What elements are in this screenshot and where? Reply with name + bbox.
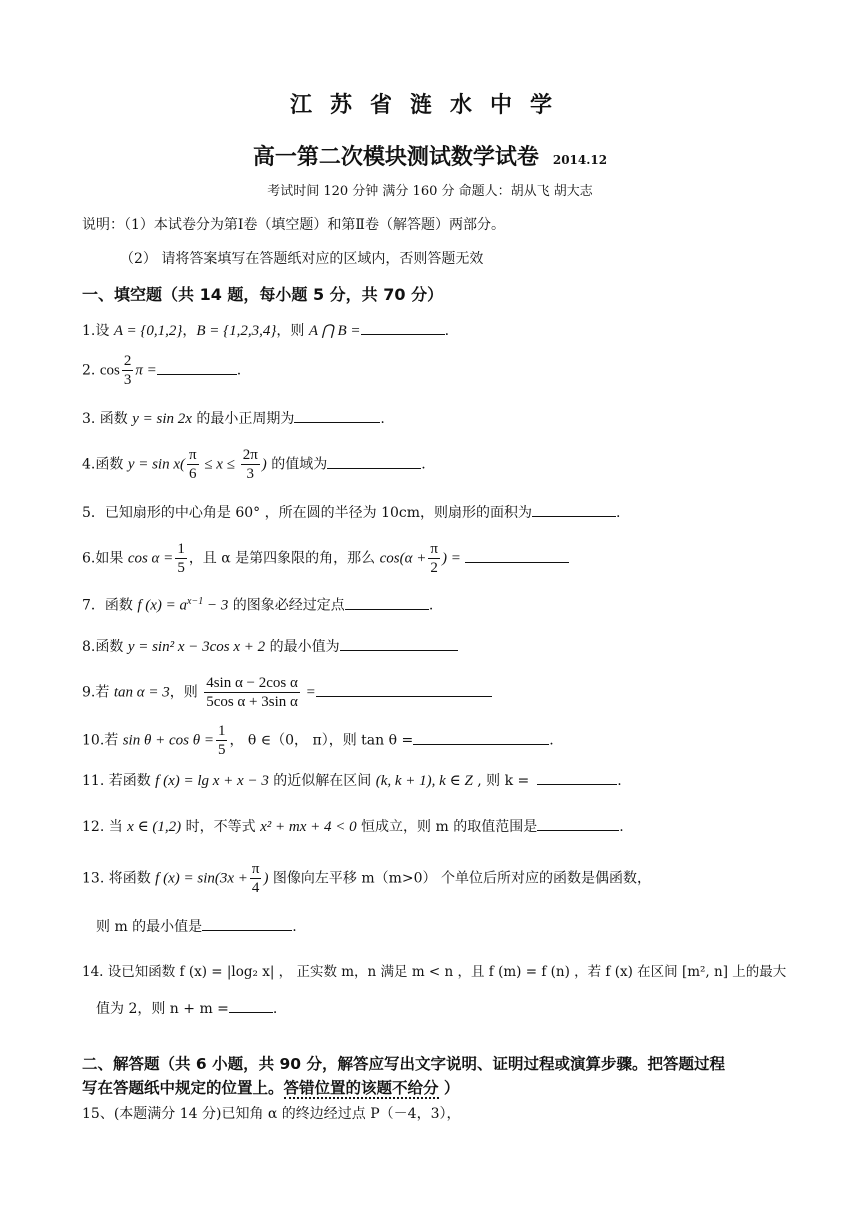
q9-tan: tan α = 3 <box>113 684 170 701</box>
q4-den-1: 6 <box>189 466 197 482</box>
q4-inequality: ≤ x ≤ <box>200 456 239 473</box>
question-12 <box>82 816 624 837</box>
q11-function: f (x) = lg x + x − 3 <box>155 773 269 789</box>
q6-cos: cos α = <box>127 550 174 567</box>
q10-end: . <box>549 732 554 749</box>
q2-end: . <box>236 362 242 379</box>
q5-end: . <box>616 505 621 521</box>
q10-sum: sin θ + cos θ = <box>122 732 214 749</box>
q13-function: f (x) = sin(3x + <box>155 870 248 887</box>
question-3 <box>82 408 385 429</box>
section2-heading-c: ） <box>438 1079 460 1097</box>
q2-denominator: 3 <box>123 372 132 388</box>
q1-set-a: A = {0,1,2} <box>113 323 183 339</box>
answer-blank[interactable] <box>316 682 492 697</box>
answer-blank[interactable] <box>465 548 569 563</box>
answer-blank[interactable] <box>157 360 237 375</box>
q2-numerator: 2 <box>123 353 132 369</box>
q11-end: . <box>617 773 622 789</box>
section2-heading-a: 写在答题纸中规定的位置上。 <box>82 1079 284 1097</box>
q12-end: . <box>619 819 624 835</box>
q11-text: 的近似解在区间 <box>268 773 376 789</box>
q10-prefix: 10.若 <box>82 732 123 749</box>
q13-fraction <box>250 860 262 897</box>
q12-inequality: x² + mx + 4 < 0 <box>260 819 357 835</box>
q13-denominator: 4 <box>251 880 260 896</box>
q4-close: ) <box>261 456 267 473</box>
exam-title <box>0 140 860 171</box>
q3-function: y = sin 2x <box>132 411 192 427</box>
q11-prefix: 11. 若函数 <box>82 773 156 789</box>
q2-prefix: 2. <box>82 362 100 379</box>
section2-heading-line-2 <box>82 1076 459 1098</box>
q3-text: 的最小正周期为 <box>191 411 295 427</box>
answer-blank[interactable] <box>202 916 292 931</box>
q1-set-b: B = {1,2,3,4} <box>196 323 277 339</box>
answer-blank[interactable] <box>345 595 429 610</box>
answer-blank[interactable] <box>294 408 380 423</box>
question-8 <box>82 636 458 657</box>
q14-end: . <box>272 1001 278 1017</box>
q6-prefix: 6.如果 <box>82 550 128 567</box>
question-15: 15、(本题满分 14 分)已知角 α 的终边经过点 P（－4，3）， <box>82 1106 461 1122</box>
question-7 <box>82 592 433 616</box>
question-10 <box>82 722 554 759</box>
q14-line-2: 值为 2，则 n + m = <box>96 1001 229 1017</box>
q6-num-2: π <box>430 541 438 557</box>
q13-close: ) <box>263 870 269 887</box>
q4-fraction-2 <box>241 446 260 483</box>
q10-text: ， θ ∈（0， π），则 tan θ = <box>229 732 414 749</box>
q4-text: 的值域为 <box>266 456 328 473</box>
question-13-line-2 <box>96 916 297 937</box>
q4-den-2: 3 <box>246 466 254 482</box>
q2-pi: π = <box>135 362 157 379</box>
q10-denominator: 5 <box>217 742 226 758</box>
q6-fraction-2 <box>428 540 440 577</box>
q9-then: ，则 <box>169 684 203 701</box>
q9-prefix: 9.若 <box>82 684 114 701</box>
exam-meta: 考试时间 120 分钟 满分 160 分 命题人：胡从飞 胡大志 <box>267 184 593 199</box>
section2-heading-line-1: 二、解答题（共 6 小题，共 90 分，解答应写出文字说明、证明过程或演算步骤。把答题过程 <box>82 1055 725 1073</box>
q4-function: y = sin x( <box>127 456 185 473</box>
q3-prefix: 3. 函数 <box>82 411 133 427</box>
q13-line-2: 则 m 的最小值是 <box>96 919 203 935</box>
q1-end: . <box>444 323 450 339</box>
q9-equals: = <box>301 684 316 701</box>
q4-fraction-1 <box>187 446 199 483</box>
q7-exponent: x−1 <box>187 596 204 607</box>
question-6 <box>82 540 569 577</box>
answer-blank[interactable] <box>537 816 619 831</box>
q6-numerator: 1 <box>177 541 185 557</box>
q12-domain: x ∈ (1,2) <box>127 819 182 835</box>
q2-fraction <box>122 352 134 389</box>
q1-then: ，则 <box>276 323 309 339</box>
q7-end: . <box>428 597 434 614</box>
q6-den-2: 2 <box>430 560 438 576</box>
answer-blank[interactable] <box>361 320 445 335</box>
q12-text: 时，不等式 <box>181 819 261 835</box>
answer-blank[interactable] <box>532 502 616 517</box>
q7-minus: − 3 <box>203 597 229 614</box>
section1-heading: 一、填空题（共 14 题，每小题 5 分，共 70 分） <box>82 285 444 304</box>
q1-intersection: A ⋂ B = <box>308 323 361 339</box>
q10-numerator: 1 <box>217 723 226 739</box>
question-11 <box>82 770 622 791</box>
q11-text-2: , 则 k = <box>472 773 530 789</box>
question-14-line-2 <box>96 998 277 1019</box>
section2-heading-emphasis: 答错位置的该题不给分 <box>283 1079 439 1097</box>
q12-text-2: 恒成立，则 m 的取值范围是 <box>356 819 538 835</box>
q4-num-2: 2π <box>242 447 258 463</box>
q4-prefix: 4.函数 <box>82 456 128 473</box>
school-name: 江苏省涟水中学 <box>289 92 570 118</box>
q6-expression: cos(α + <box>379 550 427 567</box>
question-5 <box>82 502 620 523</box>
question-13 <box>82 860 651 897</box>
question-2 <box>82 352 241 389</box>
question-4 <box>82 446 426 483</box>
q9-fraction <box>204 674 300 711</box>
q13-text: 图像向左平移 m（m>0） 个单位后所对应的函数是偶函数， <box>268 870 652 887</box>
answer-blank[interactable] <box>229 998 273 1013</box>
q8-function: y = sin² x − 3cos x + 2 <box>127 639 266 655</box>
q1-prefix: 1.设 <box>82 323 114 339</box>
q6-text: ，且 α 是第四象限的角，那么 <box>188 550 380 567</box>
question-1 <box>82 320 449 341</box>
answer-blank[interactable] <box>340 636 458 651</box>
q2-cos: cos <box>99 362 120 379</box>
q8-prefix: 8.函数 <box>82 639 128 655</box>
q4-num-1: π <box>189 447 197 463</box>
q3-end: . <box>380 411 385 427</box>
q6-close: ) = <box>441 550 461 567</box>
q10-fraction <box>216 722 228 759</box>
q13-end: . <box>292 919 297 935</box>
q8-text: 的最小值为 <box>265 639 340 655</box>
exam-date: 2014.12 <box>552 153 608 167</box>
q13-prefix: 13. 将函数 <box>82 870 156 887</box>
note-1: 说明：（1）本试卷分为第Ⅰ卷（填空题）和第Ⅱ卷（解答题）两部分。 <box>82 217 505 233</box>
q9-numerator: 4sin α − 2cos α <box>206 675 298 691</box>
question-9 <box>82 674 492 711</box>
q6-denominator: 5 <box>177 560 185 576</box>
answer-blank[interactable] <box>537 770 617 785</box>
exam-title-text: 高一第二次模块测试数学试卷 <box>252 144 539 170</box>
q7-function: f (x) = a <box>137 597 188 614</box>
q1-sep: ， <box>182 323 197 339</box>
answer-blank[interactable] <box>413 730 549 745</box>
q7-prefix: 7．函数 <box>82 597 138 614</box>
q9-denominator: 5cos α + 3sin α <box>206 694 298 710</box>
note-2: （2） 请将答案填写在答题纸对应的区域内，否则答题无效 <box>120 251 484 267</box>
q12-prefix: 12. 当 <box>82 819 128 835</box>
answer-blank[interactable] <box>327 454 421 469</box>
q4-end: . <box>421 456 426 473</box>
q6-fraction <box>175 540 187 577</box>
q11-interval: (k, k + 1), k ∈ Z <box>375 773 473 789</box>
question-14: 14. 设已知函数 f (x) = |log₂ x| ， 正实数 m，n 满足 m < n ，且 f (m) = f (n) ，若 f (x) 在区间 [m², n] 上的最大 <box>82 964 787 980</box>
q7-text: 的图象必经过定点 <box>228 597 345 614</box>
q13-numerator: π <box>251 861 260 877</box>
q5-text: 5．已知扇形的中心角是 60° ，所在圆的半径为 10cm，则扇形的面积为 <box>82 505 533 521</box>
